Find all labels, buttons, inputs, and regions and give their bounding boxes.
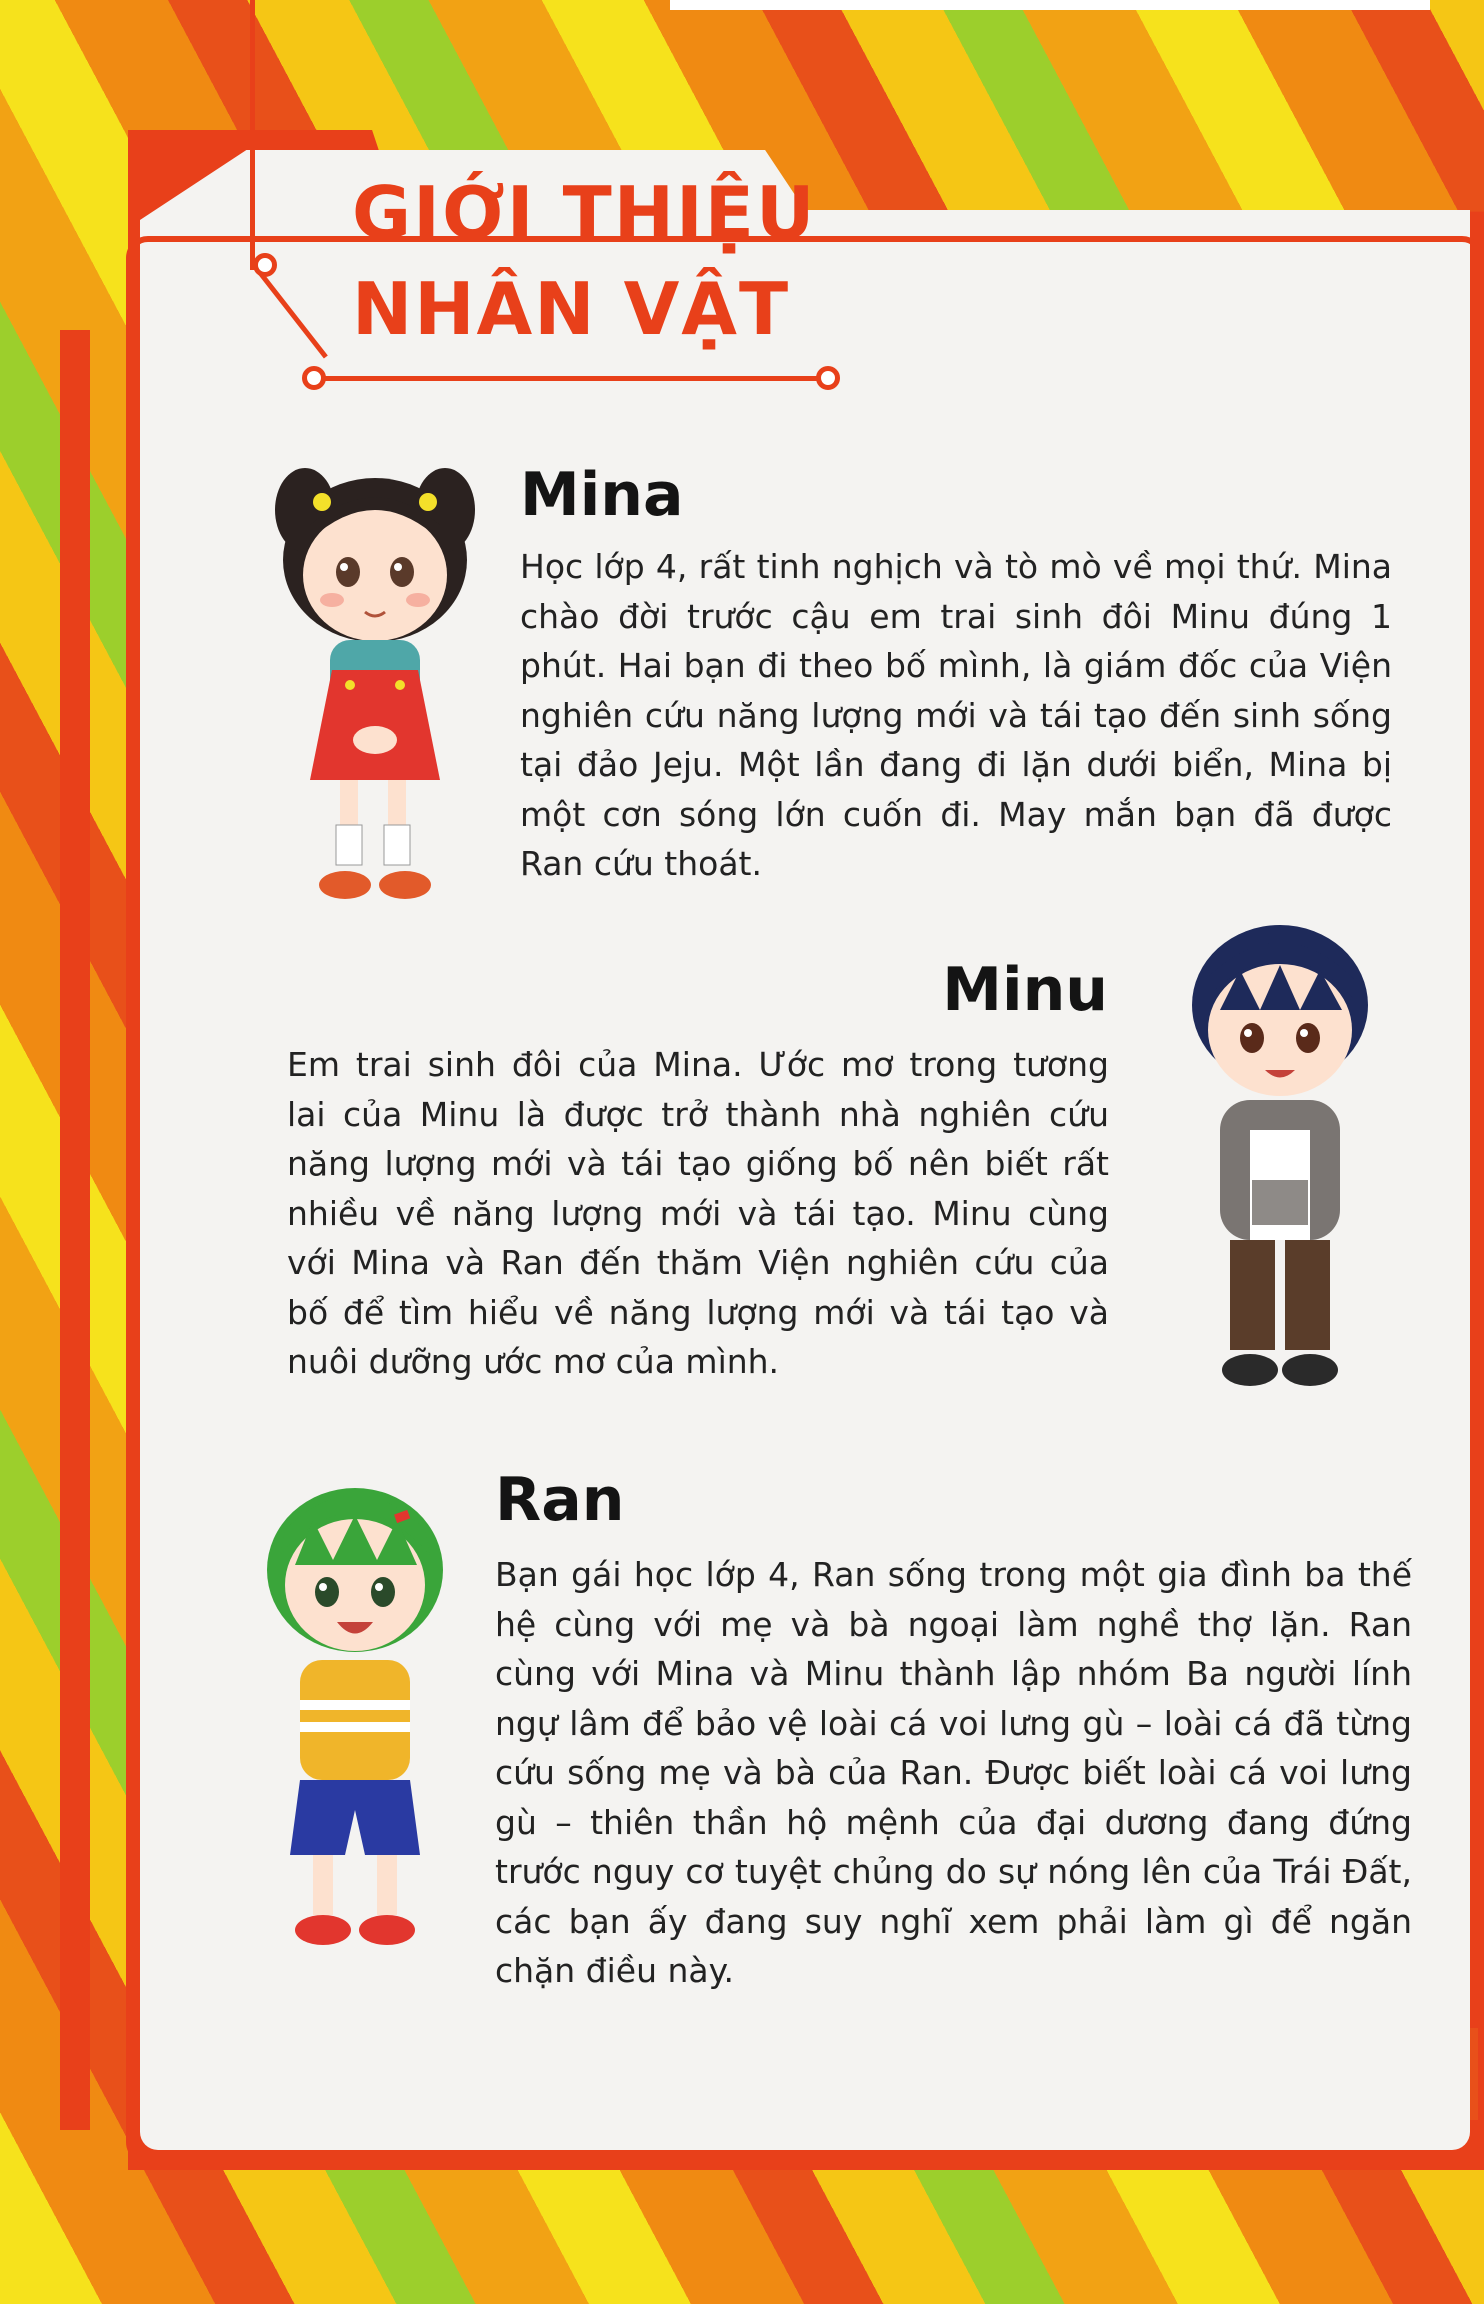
- top-white-strip: [670, 0, 1430, 10]
- mina-name: Mina: [520, 460, 684, 530]
- ran-character-illustration: [255, 1460, 455, 1960]
- mina-character-illustration: [270, 440, 480, 920]
- circuit-node-icon: [302, 366, 326, 390]
- frame-left-band: [60, 330, 90, 2130]
- title-line-2: NHÂN VẬT: [352, 267, 791, 351]
- circuit-line-vertical: [250, 0, 255, 270]
- circuit-node-icon: [816, 366, 840, 390]
- minu-character-illustration: [1170, 910, 1390, 1400]
- minu-name: Minu: [942, 955, 1108, 1025]
- circuit-line-horizontal: [322, 376, 822, 381]
- circuit-node-icon: [253, 253, 277, 277]
- ran-description: Bạn gái học lớp 4, Ran sống trong một gia đình ba thế hệ cùng với mẹ và bà ngoại làm nghề thợ lặn. Ran cùng với Mina và Minu thành lập nhóm Ba người lính ngự lâm để bảo vệ loài cá voi lưng gù – loài cá đã từng cứu sống mẹ và bà của Ran. Được biết loài cá voi lưng gù – thiên thần hộ mệnh của đại dương đang đứng trước nguy cơ tuyệt chủng do sự nóng lên của Trái Đất, các bạn ấy đang suy nghĩ xem phải làm gì để ngăn chặn điều này.: [495, 1555, 1412, 1990]
- mina-description: Học lớp 4, rất tinh nghịch và tò mò về mọi thứ. Mina chào đời trước cậu em trai sinh đôi Minu đúng 1 phút. Hai bạn đi theo bố mình, là giám đốc của Viện nghiên cứu năng lượng mới và tái tạo đến sinh sống tại đảo Jeju. Một lần đang đi lặn dưới biển, Mina bị một cơn sóng lớn cuốn đi. May mắn bạn đã được Ran cứu thoát.: [520, 547, 1392, 883]
- page-title: [352, 165, 816, 357]
- title-line-1: GIỚI THIỆU: [352, 171, 817, 255]
- ran-name: Ran: [495, 1465, 625, 1535]
- minu-description: Em trai sinh đôi của Mina. Ước mơ trong tương lai của Minu là được trở thành nhà nghiên cứu năng lượng mới và tái tạo giống bố nên biết rất nhiều về năng lượng mới và tái tạo. Minu cùng với Mina và Ran đến thăm Viện nghiên cứu của bố để tìm hiểu về năng lượng mới và tái tạo và nuôi dưỡng ước mơ của mình.: [287, 1045, 1109, 1381]
